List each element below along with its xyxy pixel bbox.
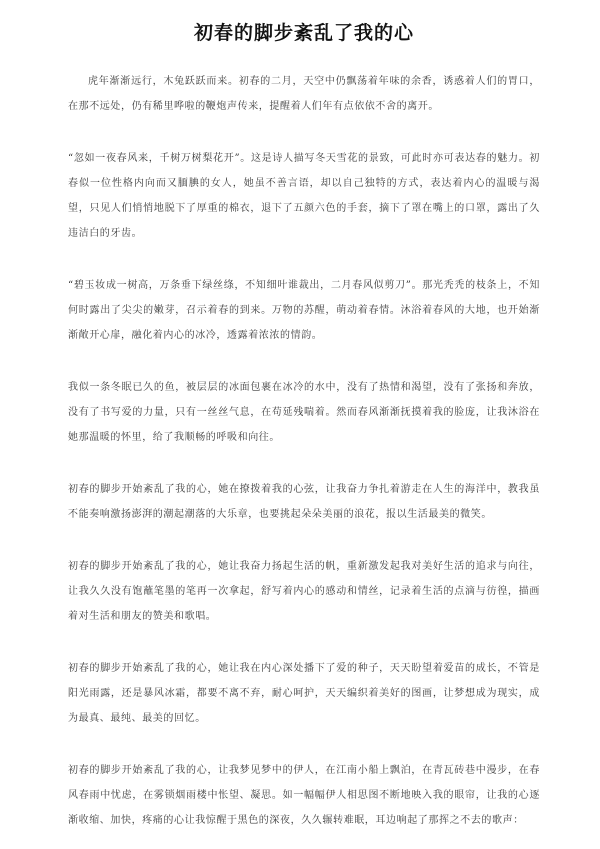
paragraph-6: 初春的脚步开始紊乱了我的心，她让我奋力扬起生活的帆，重新激发起我对美好生活的追求与向往，让我久久没有饱蘸笔墨的笔再一次拿起，舒写着内心的感动和情丝，记录着生活的点滴与彷徨，描画着对生活和朋友的赞美和歌唱。: [68, 561, 540, 622]
article-title: 初春的脚步紊乱了我的心: [193, 22, 414, 44]
paragraph-7: 初春的脚步开始紊乱了我的心，她让我在内心深处播下了爱的种子，天天盼望着爱苗的成长，不管是阳光雨露，还是暴风冰霜，都要不离不弃，耐心呵护，天天编织着美好的图画，让梦想成为现实，成为最真、最纯、最美的回忆。: [68, 663, 540, 724]
paragraph-3: “碧玉妆成一树高，万条垂下绿丝绦，不知细叶谁裁出，二月春风似剪刀”。那光秃秃的枝条上，不知何时露出了尖尖的嫩芽，召示着春的到来。万物的苏醒，萌动着春情。沐浴着春风的大地，也开始渐渐敞开心扉，融化着内心的冰冷，透露着浓浓的情韵。: [68, 280, 540, 341]
paragraph-2: “忽如一夜春风来，千树万树梨花开”。这是诗人描写冬天雪花的景致，可此时亦可表达春的魅力。初春似一位性格内向而又腼腆的女人，她虽不善言语，却以自己独特的方式，表达着内心的温暖与渴望，只见人们悄悄地脱下了厚重的棉衣，退下了五颜六色的手套，摘下了罩在嘴上的口罩，露出了久违洁白的牙齿。: [68, 153, 540, 239]
paragraph-5: 初春的脚步开始紊乱了我的心，她在撩拨着我的心弦，让我奋力争扎着游走在人生的海洋中，教我虽不能奏响激扬澎湃的潮起潮落的大乐章，也要挑起朵朵美丽的浪花，报以生活最美的微笑。: [68, 484, 540, 520]
paragraph-1: 虎年渐渐远行，木兔跃跃而来。初春的二月，天空中仍飘荡着年味的余香，诱惑着人们的胃口，在那不远处，仍有稀里哗啦的鞭炮声传来，提醒着人们年有点依依不舍的离开。: [68, 76, 540, 112]
paragraph-4: 我似一条冬眠已久的鱼，被层层的冰面包裹在冰冷的水中，没有了热情和渴望，没有了张扬和奔放，没有了书写爱的力量，只有一丝丝气息，在苟延残喘着。然而春风渐渐抚摸着我的脸庞，让我沐浴在她那温暖的怀里，给了我顺畅的呼吸和向往。: [68, 382, 540, 443]
paragraph-8: 初春的脚步开始紊乱了我的心，让我梦见梦中的伊人，在江南小船上飘泊，在青瓦砖巷中漫步，在春风春雨中忧虑，在雾锁烟雨楼中怅望、凝思。如一幅幅伊人相思图不断地映入我的眼帘，让我的心逐渐收缩、加快，疼痛的心让我惊醒于黑色的深夜，久久辗转难眠，耳边响起了那挥之不去的歌声：: [68, 765, 540, 826]
